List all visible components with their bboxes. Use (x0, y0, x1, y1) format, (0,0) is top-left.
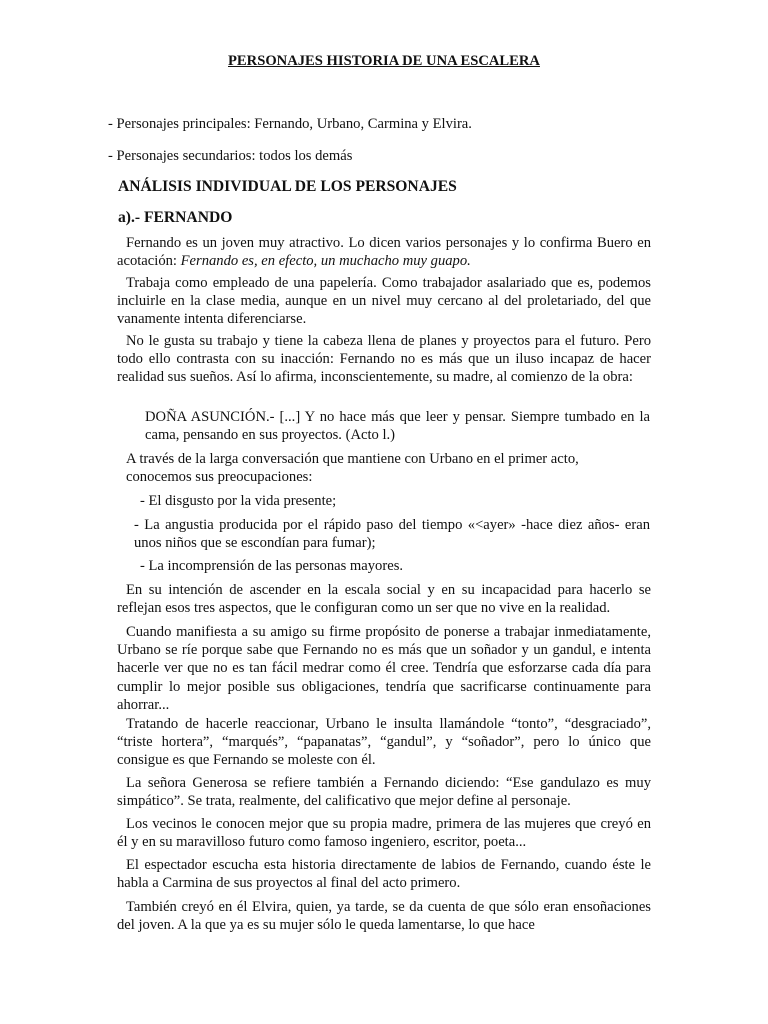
paragraph-6-text: Cuando manifiesta a su amigo su firme propósito de ponerse a trabajar inmediatamente, Urbano se ríe porque sabe que Fernando no es más que un soñador y un gandul, e intenta hacerle ver que no es tan fácil medrar como él cree. Tendría que esforzarse cada día para cumplir lo mejor posible sus obligaciones, tendría que sacrificarse continuamente para ahorrar... (117, 624, 651, 713)
secundarios-line: - Personajes secundarios: todos los demás (108, 148, 353, 164)
paragraph-3 (117, 332, 651, 387)
paragraph-9-text: Los vecinos le conocen mejor que su propia madre, primera de las mujeres que creyó en él y en su maravilloso futuro como famoso ingeniero, escritor, poeta... (117, 816, 651, 851)
paragraph-8 (117, 774, 651, 810)
heading-fernando: a).- FERNANDO (118, 209, 233, 226)
principales-line: - Personajes principales: Fernando, Urbano, Carmina y Elvira. (108, 116, 472, 132)
paragraph-5-text: En su intención de ascender en la escala social y en su incapacidad para hacerlo se reflejan esos tres aspectos, que le configuran como un ser que no vive en la realidad. (117, 582, 651, 617)
bullet-1: - El disgusto por la vida presente; (140, 493, 337, 509)
paragraph-1-text: Fernando es un joven muy atractivo. Lo dicen varios personajes y lo confirma Buero en acotación: (117, 235, 651, 270)
paragraph-8-text: La señora Generosa se refiere también a Fernando diciendo: “Ese gandulazo es muy simpático”. Se trata, realmente, del calificativo que mejor define al personaje. (117, 775, 651, 810)
paragraph-11-text: También creyó en él Elvira, quien, ya tarde, se da cuenta de que sólo eran ensoñaciones del joven. A la que ya es su mujer sólo le queda lamentarse, lo que hace (117, 899, 651, 934)
quote-dona-asuncion: DOÑA ASUNCIÓN.- [...] Y no hace más que leer y pensar. Siempre tumbado en la cama, pensando en sus proyectos. (Acto l.) (145, 409, 650, 444)
paragraph-9 (117, 815, 651, 851)
paragraph-7 (117, 715, 651, 770)
paragraph-1-quote: Fernando es, en efecto, un muchacho muy guapo. (180, 253, 471, 270)
paragraph-11 (117, 898, 651, 934)
paragraph-2 (117, 274, 651, 329)
paragraph-3-text: No le gusta su trabajo y tiene la cabeza llena de planes y proyectos para el futuro. Pero todo ello contrasta con su inacción: Fernando no es más que un iluso incapaz de hacer realidad sus sueños. Así lo afirma, inconscientemente, su madre, al comienzo de la obra: (117, 333, 651, 386)
bullet-3: - La incomprensión de las personas mayores. (140, 558, 404, 574)
paragraph-7-text: Tratando de hacerle reaccionar, Urbano le insulta llamándole “tonto”, “desgraciado”, “triste hortera”, “marqués”, “papanatas”, “gandul”, y “soñador”, pero lo único que consigue es que Fernando se moleste con él. (117, 716, 651, 769)
paragraph-2-text: Trabaja como empleado de una papelería. Como trabajador asalariado que es, podemos incluirle en la clase media, aunque en un nivel muy cercano al del proletariado, del que vanamente intenta diferenciarse. (117, 275, 651, 328)
paragraph-5 (117, 581, 651, 617)
paragraph-10-text: El espectador escucha esta historia directamente de labios de Fernando, cuando éste le habla a Carmina de sus proyectos al final del acto primero. (117, 857, 651, 892)
bullet-2: - La angustia producida por el rápido paso del tiempo «<ayer» -hace diez años- eran unos niños que se escondían para fumar); (134, 517, 650, 552)
paragraph-4: A través de la larga conversación que mantiene con Urbano en el primer acto, conocemos sus preocupaciones: (126, 451, 579, 486)
document-title: PERSONAJES HISTORIA DE UNA ESCALERA (228, 53, 540, 69)
paragraph-6 (117, 623, 651, 714)
paragraph-10 (117, 856, 651, 892)
paragraph-1 (117, 234, 651, 270)
heading-analisis: ANÁLISIS INDIVIDUAL DE LOS PERSONAJES (118, 178, 457, 195)
